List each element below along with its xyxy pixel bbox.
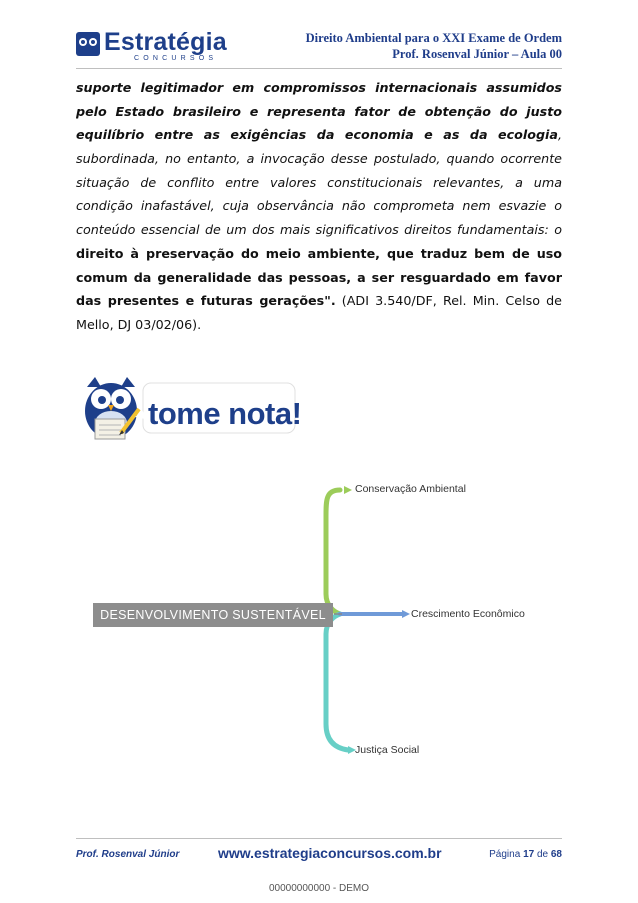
- footer-page-number: [489, 849, 562, 860]
- body-line: [76, 123, 562, 147]
- mindmap-branch-justica: Justiça Social: [355, 744, 420, 756]
- body-line: direito à preservação do meio ambiente, que traduz bem de uso: [76, 245, 562, 261]
- body-span: (ADI 3.540/DF, Rel. Min. Celso de: [335, 293, 562, 309]
- body-line: situação de conflito entre valores constitucionais relevantes, a uma: [76, 174, 562, 190]
- body-bold-span: das presentes e futuras gerações".: [76, 293, 336, 309]
- header-divider: [76, 68, 562, 69]
- logo-name: Estratégia: [104, 28, 227, 56]
- body-line: comum da generalidade das pessoas, a ser resguardado em favor: [76, 269, 562, 285]
- body-line: suporte legitimador em compromissos internacionais assumidos: [76, 80, 562, 95]
- body-line: pelo Estado brasileiro e representa fator de obtenção do justo: [76, 103, 562, 119]
- mindmap-branch-conservacao: Conservação Ambiental: [355, 483, 466, 495]
- branch-line-justica: [326, 614, 348, 750]
- page-current: 17: [523, 849, 535, 860]
- body-bold-span: equilíbrio entre as exigências da economia e as da ecologia: [76, 127, 558, 143]
- body-line: Mello, DJ 03/02/06).: [76, 316, 202, 332]
- body-line: condição inafastável, cuja observância não comprometa nem esvazie o: [76, 198, 562, 214]
- footer-site-link[interactable]: www.estrategiaconcursos.com.br: [218, 845, 442, 861]
- tome-nota-label: tome nota!: [148, 396, 302, 431]
- footer-divider: [76, 838, 562, 839]
- body-text: [76, 76, 562, 337]
- branch-line-conservacao: [326, 490, 340, 614]
- body-span: ,: [557, 127, 562, 143]
- demo-watermark: 00000000000 - DEMO: [268, 883, 370, 894]
- mindmap-root-node: DESENVOLVIMENTO SUSTENTÁVEL: [93, 603, 333, 627]
- page-of: de: [536, 849, 549, 860]
- header-title: [306, 30, 562, 62]
- logo-subtitle: CONCURSOS: [134, 55, 218, 62]
- page-label: Página: [489, 849, 521, 860]
- footer-author: Prof. Rosenval Júnior: [76, 849, 180, 860]
- mindmap-branch-crescimento: Crescimento Econômico: [411, 608, 525, 620]
- page-total: 68: [550, 849, 562, 860]
- body-line: conteúdo essencial de um dos mais significativos direitos fundamentais: o: [76, 222, 562, 238]
- body-line: [76, 289, 562, 313]
- logo-owl-icon: [76, 32, 100, 56]
- header-title-line2: Prof. Rosenval Júnior – Aula 00: [392, 47, 562, 61]
- body-line: subordinada, no entanto, a invocação desse postulado, quando ocorrente: [76, 151, 562, 167]
- header-title-line1: Direito Ambiental para o XXI Exame de Ordem: [305, 31, 562, 45]
